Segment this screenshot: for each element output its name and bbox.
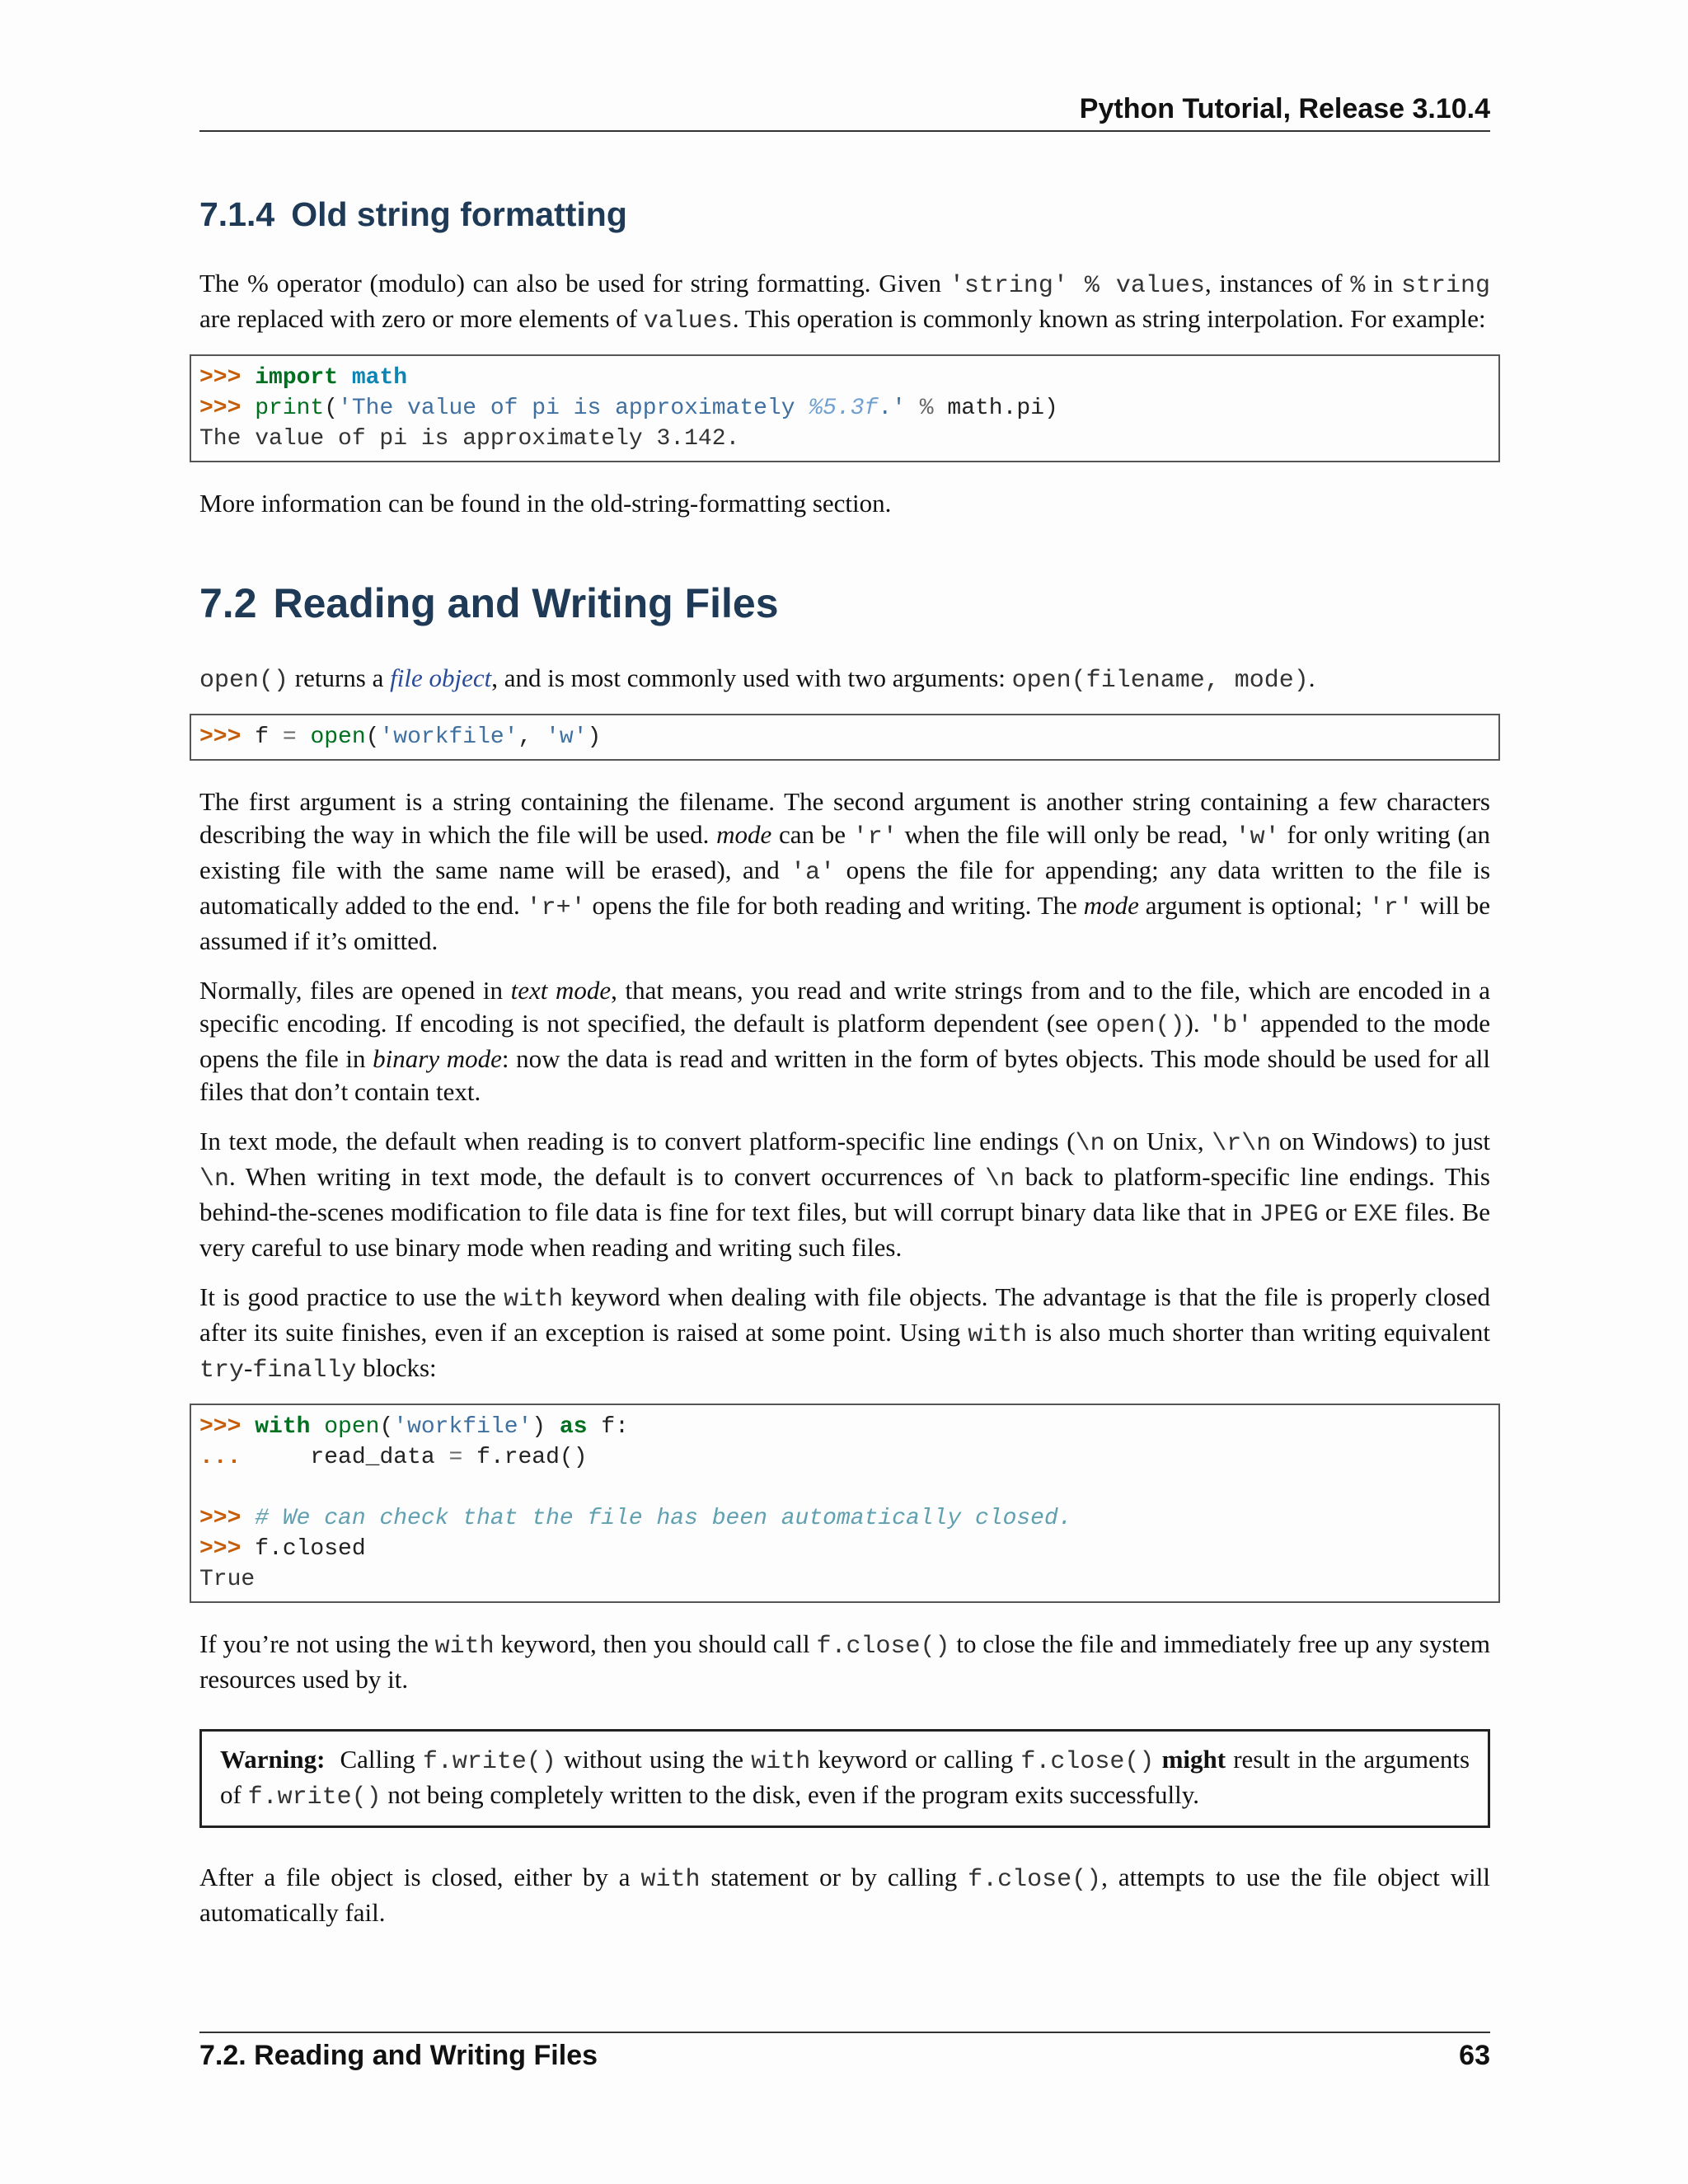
operator: = [282, 724, 297, 750]
inline-code: \n [199, 1165, 230, 1193]
inline-code: f.close() [968, 1866, 1102, 1894]
inline-code: 'a' [790, 859, 836, 887]
section-heading [199, 578, 1490, 629]
text: result in the arguments of [220, 1745, 1470, 1809]
code-text: f.closed [255, 1536, 366, 1562]
text: . This operation is commonly known as string interpolation. For example: [732, 304, 1486, 333]
text: opens the file for both reading and writing. The [585, 891, 1084, 920]
text: appended to the mode opens the file in [199, 1009, 1491, 1073]
code-block[interactable] [190, 354, 1500, 462]
text: The % operator (modulo) can also be used for string formatting. Given [199, 269, 950, 298]
string-literal: 'The value of pi is approximately [338, 396, 809, 421]
inline-code: f.write() [247, 1783, 382, 1811]
running-footer [199, 2032, 1490, 2072]
inline-code: f.close() [1020, 1748, 1155, 1776]
inline-code: \n [985, 1165, 1015, 1193]
paragraph [199, 1125, 1490, 1264]
inline-code: f.write() [422, 1748, 556, 1776]
code-text: , [518, 724, 546, 750]
text: If you’re not using the [199, 1629, 435, 1658]
inline-code: 'r' [852, 823, 898, 851]
text: in [1365, 269, 1401, 298]
builtin: print [255, 396, 325, 421]
text: , instances of [1204, 269, 1351, 298]
inline-code: with [504, 1286, 564, 1314]
text: keyword or calling [810, 1745, 1021, 1774]
code-text: ) [532, 1414, 560, 1440]
subsection-heading [199, 191, 1490, 237]
code-output: True [199, 1567, 256, 1592]
inline-code: EXE [1353, 1201, 1398, 1229]
text: not being completely written to the disk, even if the program exits successfully. [381, 1780, 1199, 1809]
string-literal: 'workfile' [379, 724, 518, 750]
inline-code: with [434, 1633, 495, 1661]
paragraph [199, 1281, 1490, 1387]
operator: = [448, 1445, 463, 1470]
paragraph [199, 1628, 1490, 1696]
text: is also much shorter than writing equivalent [1027, 1318, 1491, 1347]
text: to close the file and immediately free up any system resources used by it. [199, 1629, 1491, 1694]
strong-text: might [1161, 1745, 1226, 1774]
code-text: ( [365, 724, 380, 750]
page [199, 0, 1490, 2184]
text: Normally, files are opened in [199, 976, 511, 1005]
text: blocks: [356, 1353, 437, 1382]
inline-code: with [968, 1321, 1028, 1349]
prompt: >>> [199, 396, 256, 421]
text: when the file will only be read, [897, 820, 1236, 849]
inline-code: f.close() [816, 1633, 950, 1661]
text: keyword, then you should call [494, 1629, 817, 1658]
text: opens the file for appending; any data written to the file is automatically added to the end. [199, 855, 1491, 920]
text: keyword when dealing with file objects. The advantage is that the file is properly closed after its suite finishes, even if an exception is raised at some point. Using [199, 1282, 1491, 1347]
inline-code: open(filename, mode) [1011, 667, 1309, 695]
text: . When writing in text mode, the default is to convert occurrences of [229, 1162, 986, 1191]
code-block[interactable] [190, 1404, 1500, 1603]
text: : now the data is read and written in the form of bytes objects. This mode should be used for all files that don’t contain text. [199, 1044, 1490, 1106]
code-text [297, 724, 311, 750]
running-header: Python Tutorial, Release 3.10.4 [199, 92, 1490, 132]
code-text: math.pi) [947, 396, 1058, 421]
inline-code: 'string' % values [949, 272, 1205, 300]
inline-code: with [640, 1866, 701, 1894]
string-literal: 'workfile' [393, 1414, 532, 1440]
code-comment: # We can check that the file has been automatically closed. [255, 1506, 1072, 1531]
keyword: with [255, 1414, 311, 1440]
inline-code: open() [1095, 1012, 1185, 1040]
text: can be [771, 820, 853, 849]
code-text: read_data [241, 1445, 449, 1470]
text: Calling [340, 1745, 423, 1774]
emphasis: mode [716, 820, 772, 849]
text: . [1308, 663, 1315, 692]
code-text: ) [587, 724, 602, 750]
warning-label: Warning: [220, 1745, 326, 1774]
text: for only writing (an existing file with the same name will be erased), and [199, 820, 1490, 884]
operator: % [905, 396, 948, 421]
inline-code: values [643, 307, 733, 335]
text: without using the [556, 1745, 752, 1774]
code-text: ( [324, 396, 339, 421]
keyword: as [559, 1414, 588, 1440]
prompt: >>> [199, 1414, 256, 1440]
text: back to platform-specific line endings. This behind-the-scenes modification to file data is fine for text files, but will corrupt binary data like that in [199, 1162, 1490, 1226]
file-object-link[interactable]: file object [390, 663, 492, 692]
text: ). [1184, 1009, 1208, 1038]
inline-code: JPEG [1259, 1201, 1319, 1229]
text: on Unix, [1104, 1127, 1212, 1155]
prompt: >>> [199, 724, 256, 750]
code-text: f.read() [462, 1445, 588, 1470]
paragraph [199, 1861, 1490, 1929]
prompt: >>> [199, 1536, 256, 1562]
string-literal: .' [878, 396, 906, 421]
prompt: >>> [199, 365, 256, 391]
section-title: Reading and Writing Files [273, 580, 779, 626]
code-text: f [255, 724, 283, 750]
paragraph: More information can be found in the old-string-formatting section. [199, 489, 892, 518]
inline-code: with [751, 1748, 811, 1776]
prompt: ... [199, 1445, 241, 1470]
code-block[interactable] [190, 714, 1500, 761]
section-number: 7.2 [199, 580, 257, 626]
code-output: The value of pi is approximately 3.142. [199, 426, 740, 452]
subsection-title: Old string formatting [291, 195, 627, 233]
keyword: import [255, 365, 339, 391]
text: - [244, 1353, 253, 1382]
code-text: ( [379, 1414, 394, 1440]
emphasis: text mode [510, 976, 612, 1005]
warning-admonition [199, 1729, 1490, 1828]
text: or [1318, 1197, 1353, 1226]
text: , attempts to use the file object will automatically fail. [199, 1863, 1490, 1927]
text: , that means, you read and write strings from and to the file, which are encoded in a specific encoding. If encoding is not specified, the default is platform dependent (see [199, 976, 1491, 1038]
text: files. Be very careful to use binary mode when reading and writing such files. [199, 1197, 1491, 1262]
paragraph [199, 974, 1490, 1108]
text: , and is most commonly used with two arguments: [491, 663, 1012, 692]
inline-code: 'b' [1207, 1012, 1253, 1040]
text: argument is optional; [1138, 891, 1369, 920]
text [1154, 1745, 1161, 1774]
subsection-number: 7.1.4 [199, 195, 275, 233]
inline-code: % [1350, 272, 1366, 300]
page-number: 63 [1459, 2040, 1490, 2071]
inline-code: 'r+' [526, 894, 586, 922]
inline-code: try [199, 1357, 245, 1385]
text: The first argument is a string containing the filename. The second argument is another string containing a few characters describing the way in which the file will be used. [199, 787, 1490, 849]
inline-code: \r\n [1212, 1130, 1272, 1158]
paragraph [199, 785, 1490, 958]
text: After a file object is closed, either by a [199, 1863, 641, 1891]
inline-code: string [1400, 272, 1490, 300]
text: returns a [288, 663, 391, 692]
inline-code: open() [199, 667, 289, 695]
builtin: open [310, 724, 366, 750]
string-interpolation: %5.3f [809, 396, 879, 421]
text: on Windows) to just [1271, 1127, 1491, 1155]
text: statement or by calling [700, 1863, 968, 1891]
text: will be assumed if it’s omitted. [199, 891, 1490, 955]
inline-code: 'w' [1235, 823, 1280, 851]
text: It is good practice to use the [199, 1282, 504, 1311]
builtin: open [310, 1414, 380, 1440]
paragraph [199, 267, 1490, 338]
string-literal: 'w' [546, 724, 588, 750]
footer-section-title: 7.2. Reading and Writing Files [199, 2040, 598, 2071]
module-name: math [351, 365, 408, 391]
inline-code: 'r' [1368, 894, 1414, 922]
inline-code: finally [252, 1357, 357, 1385]
emphasis: mode [1083, 891, 1139, 920]
paragraph [199, 662, 1490, 697]
emphasis: binary mode [373, 1044, 502, 1073]
text: are replaced with zero or more elements of [199, 304, 644, 333]
content [199, 191, 1490, 1946]
inline-code: \n [1075, 1130, 1105, 1158]
code-text: f: [587, 1414, 629, 1440]
prompt: >>> [199, 1506, 256, 1531]
text: In text mode, the default when reading is to convert platform-specific line endings ( [199, 1127, 1076, 1155]
